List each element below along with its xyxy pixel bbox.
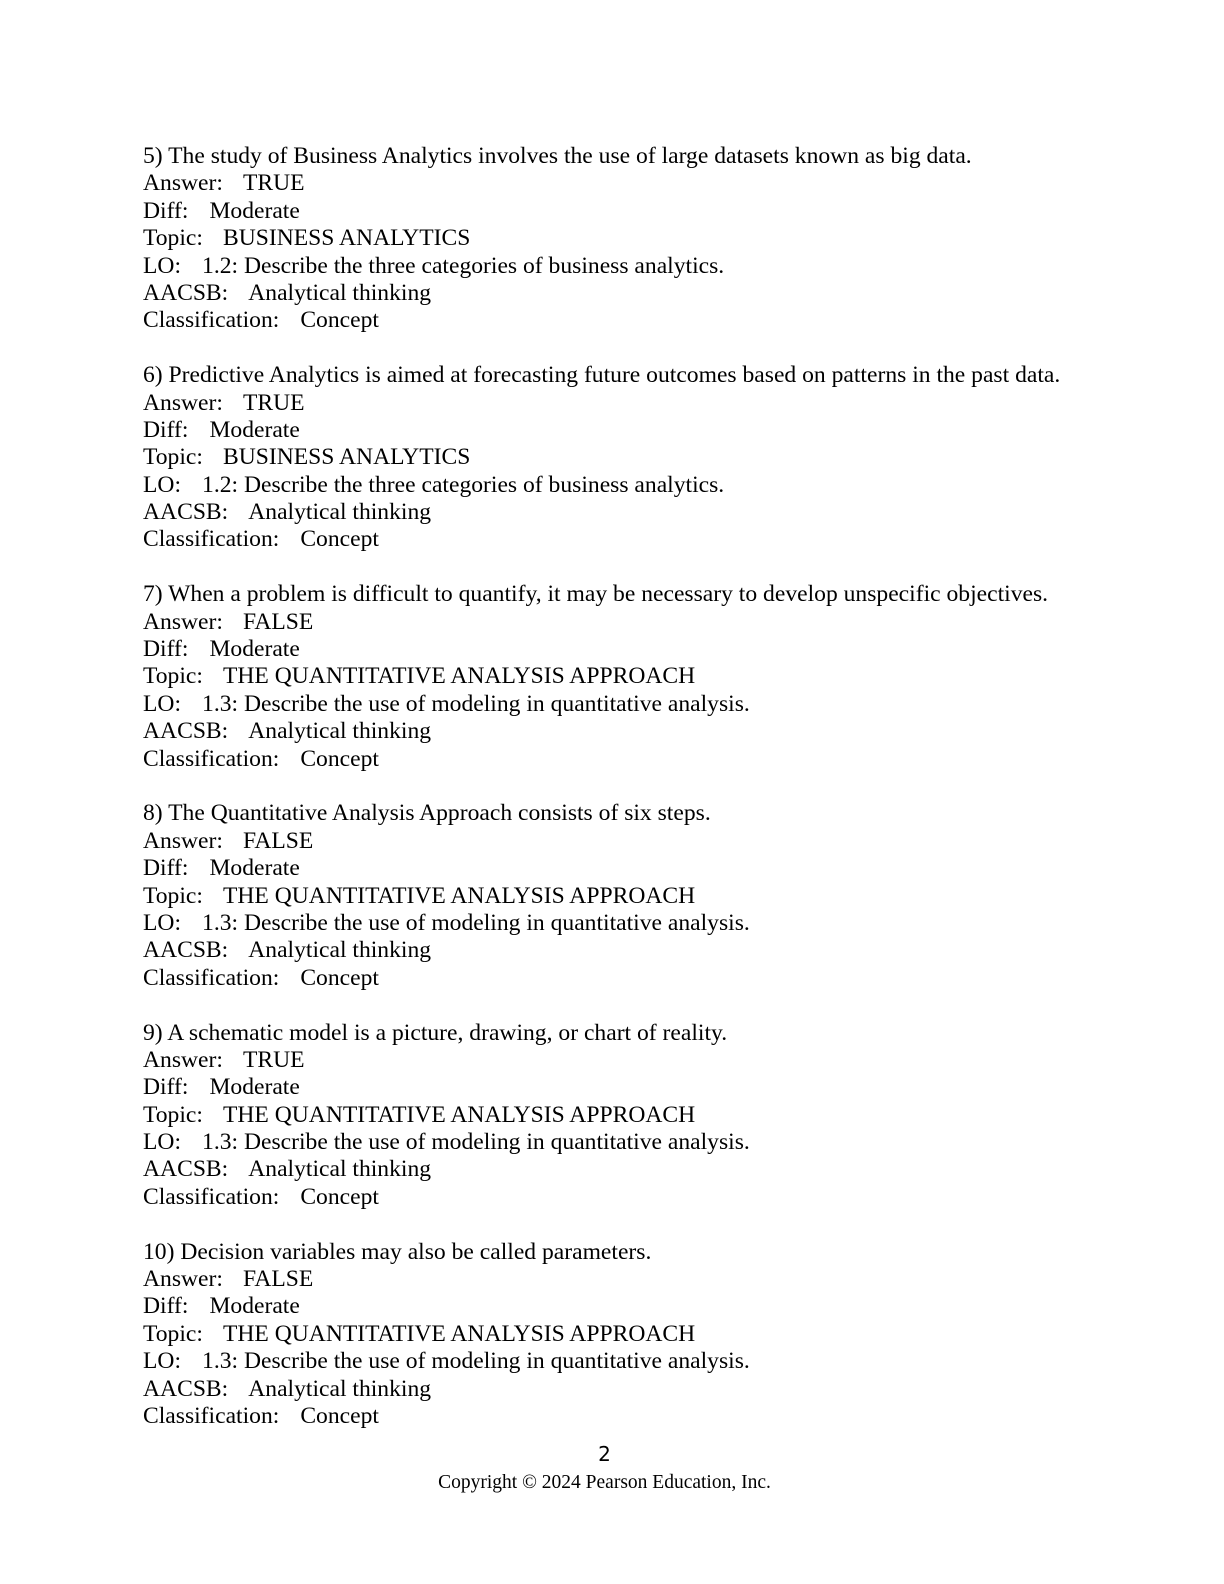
answer-label: Answer: <box>143 389 223 416</box>
topic-label: Topic: <box>143 444 203 471</box>
diff-value: Moderate <box>209 855 300 882</box>
lo-label: LO: <box>143 252 182 279</box>
topic-label: Topic: <box>143 225 203 252</box>
topic-line <box>143 1102 1103 1129</box>
topic-line <box>143 663 1103 690</box>
diff-value: Moderate <box>209 636 300 663</box>
answer-line <box>143 170 1103 197</box>
lo-value: 1.3: Describe the use of modeling in quantitative analysis. <box>202 690 750 717</box>
topic-label: Topic: <box>143 663 203 690</box>
lo-label: LO: <box>143 471 182 498</box>
classification-line <box>143 1184 1103 1211</box>
answer-line <box>143 1266 1103 1293</box>
lo-line <box>143 1129 1103 1156</box>
lo-line <box>143 472 1103 499</box>
aacsb-line <box>143 1376 1103 1403</box>
lo-line <box>143 1348 1103 1375</box>
diff-value: Moderate <box>209 416 300 443</box>
classification-label: Classification: <box>143 964 280 991</box>
classification-line <box>143 526 1103 553</box>
lo-line <box>143 910 1103 937</box>
answer-line <box>143 1047 1103 1074</box>
answer-value: TRUE <box>242 389 305 416</box>
classification-label: Classification: <box>143 307 280 334</box>
diff-label: Diff: <box>143 636 189 663</box>
aacsb-value: Analytical thinking <box>248 1156 432 1183</box>
aacsb-line <box>143 280 1103 307</box>
aacsb-value: Analytical thinking <box>248 718 432 745</box>
classification-line <box>143 965 1103 992</box>
topic-value: THE QUANTITATIVE ANALYSIS APPROACH <box>222 1320 696 1347</box>
answer-value: TRUE <box>242 1046 305 1073</box>
answer-label: Answer: <box>143 827 223 854</box>
diff-value: Moderate <box>209 1293 300 1320</box>
aacsb-label: AACSB: <box>143 1156 229 1183</box>
diff-line <box>143 417 1103 444</box>
question-stem: 5) The study of Business Analytics involves the use of large datasets known as big data. <box>143 143 972 169</box>
diff-label: Diff: <box>143 855 189 882</box>
topic-label: Topic: <box>143 1320 203 1347</box>
copyright-notice: Copyright © 2024 Pearson Education, Inc. <box>438 1472 771 1493</box>
aacsb-label: AACSB: <box>143 499 229 526</box>
answer-label: Answer: <box>143 1266 223 1293</box>
aacsb-label: AACSB: <box>143 718 229 745</box>
aacsb-label: AACSB: <box>143 937 229 964</box>
topic-line <box>143 225 1103 252</box>
aacsb-label: AACSB: <box>143 279 229 306</box>
aacsb-value: Analytical thinking <box>248 499 432 526</box>
classification-value: Concept <box>300 964 379 991</box>
diff-label: Diff: <box>143 197 189 224</box>
lo-value: 1.2: Describe the three categories of business analytics. <box>202 252 725 279</box>
question-stem: 9) A schematic model is a picture, drawing, or chart of reality. <box>143 1019 728 1046</box>
diff-value: Moderate <box>209 197 300 224</box>
question-stem: 8) The Quantitative Analysis Approach consists of six steps. <box>143 800 711 827</box>
lo-label: LO: <box>143 1129 182 1156</box>
lo-value: 1.3: Describe the use of modeling in quantitative analysis. <box>202 909 750 936</box>
topic-value: THE QUANTITATIVE ANALYSIS APPROACH <box>222 663 696 690</box>
lo-label: LO: <box>143 690 182 717</box>
classification-label: Classification: <box>143 1183 280 1210</box>
answer-value: FALSE <box>242 827 314 854</box>
diff-line <box>143 1293 1103 1320</box>
lo-value: 1.3: Describe the use of modeling in quantitative analysis. <box>202 1348 750 1375</box>
classification-value: Concept <box>300 1183 379 1210</box>
question-item <box>143 581 1103 773</box>
answer-line <box>143 609 1103 636</box>
topic-label: Topic: <box>143 1101 203 1128</box>
question-item <box>143 362 1103 554</box>
classification-value: Concept <box>300 1402 379 1429</box>
question-stem: 6) Predictive Analytics is aimed at forecasting future outcomes based on patterns in the past data. <box>143 362 1061 389</box>
lo-label: LO: <box>143 909 182 936</box>
diff-line <box>143 855 1103 882</box>
question-stem: 7) When a problem is difficult to quantify, it may be necessary to develop unspecific objectives. <box>143 581 1049 608</box>
classification-label: Classification: <box>143 1402 280 1429</box>
answer-line <box>143 828 1103 855</box>
lo-line <box>143 691 1103 718</box>
diff-line <box>143 1074 1103 1101</box>
aacsb-value: Analytical thinking <box>248 937 432 964</box>
diff-value: Moderate <box>209 1074 300 1101</box>
answer-label: Answer: <box>143 1046 223 1073</box>
classification-value: Concept <box>300 745 379 772</box>
topic-line <box>143 883 1103 910</box>
lo-label: LO: <box>143 1348 182 1375</box>
question-item <box>143 1020 1103 1212</box>
question-item <box>143 1239 1103 1431</box>
diff-label: Diff: <box>143 1293 189 1320</box>
aacsb-line <box>143 937 1103 964</box>
question-stem: 10) Decision variables may also be called parameters. <box>143 1238 652 1265</box>
answer-value: FALSE <box>242 1266 314 1293</box>
page-number: 2 <box>598 1442 611 1466</box>
classification-line <box>143 1403 1103 1430</box>
aacsb-line <box>143 1156 1103 1183</box>
topic-label: Topic: <box>143 882 203 909</box>
lo-value: 1.2: Describe the three categories of business analytics. <box>202 471 725 498</box>
answer-line <box>143 390 1103 417</box>
classification-line <box>143 746 1103 773</box>
topic-line <box>143 444 1103 471</box>
classification-value: Concept <box>300 526 379 553</box>
classification-value: Concept <box>300 307 379 334</box>
answer-value: FALSE <box>242 608 314 635</box>
classification-label: Classification: <box>143 526 280 553</box>
answer-label: Answer: <box>143 608 223 635</box>
diff-line <box>143 198 1103 225</box>
diff-line <box>143 636 1103 663</box>
question-item <box>143 800 1103 992</box>
aacsb-label: AACSB: <box>143 1375 229 1402</box>
topic-line <box>143 1321 1103 1348</box>
topic-value: THE QUANTITATIVE ANALYSIS APPROACH <box>222 882 696 909</box>
answer-value: TRUE <box>242 170 305 197</box>
diff-label: Diff: <box>143 1074 189 1101</box>
topic-value: BUSINESS ANALYTICS <box>222 225 471 252</box>
classification-line <box>143 307 1103 334</box>
aacsb-line <box>143 718 1103 745</box>
lo-line <box>143 253 1103 280</box>
diff-label: Diff: <box>143 416 189 443</box>
topic-value: THE QUANTITATIVE ANALYSIS APPROACH <box>222 1101 696 1128</box>
lo-value: 1.3: Describe the use of modeling in quantitative analysis. <box>202 1129 750 1156</box>
answer-label: Answer: <box>143 170 223 197</box>
aacsb-line <box>143 499 1103 526</box>
classification-label: Classification: <box>143 745 280 772</box>
aacsb-value: Analytical thinking <box>248 279 432 306</box>
question-item <box>143 143 1103 335</box>
topic-value: BUSINESS ANALYTICS <box>222 444 471 471</box>
aacsb-value: Analytical thinking <box>248 1375 432 1402</box>
question-list <box>143 143 1103 1458</box>
